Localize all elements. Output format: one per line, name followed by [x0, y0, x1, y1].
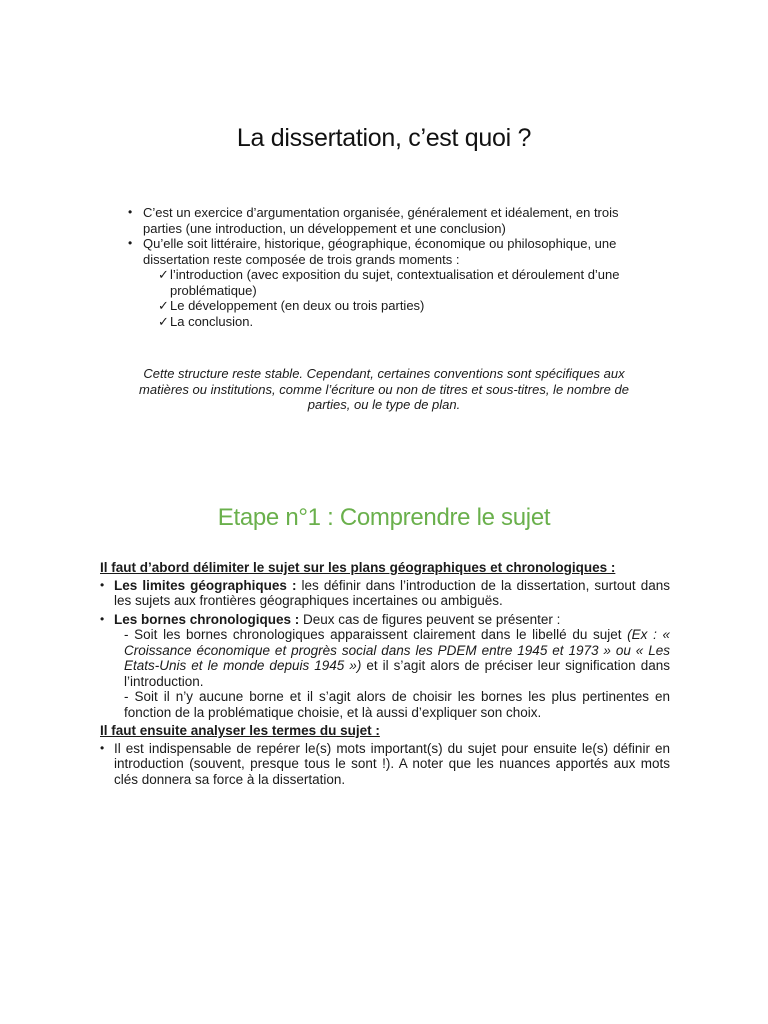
bullet-text [114, 612, 560, 628]
bullet-icon: • [100, 611, 105, 626]
bullet-text: Il est indispensable de repérer le(s) mots important(s) du sujet pour ensuite le(s) définir en introduction (souvent, presque tous le sont !). A noter que les nuances apportés aux mots clés donnera sa force à la dissertation. [114, 740, 670, 787]
check-text: Le développement (en deux ou trois parties) [170, 298, 425, 313]
sub-item [100, 627, 670, 689]
item-label: Les bornes chronologiques : [114, 611, 300, 627]
section1-list [128, 205, 628, 329]
section2-heading-1: Il faut d’abord délimiter le sujet sur les plans géographiques et chronologiques : [100, 560, 616, 575]
section1-note: Cette structure reste stable. Cependant, certaines conventions sont spécifiques aux matières ou institutions, comme l’écriture ou non de titres et sous-titres, le nombre de parties, ou le type de plan. [139, 366, 629, 412]
bullet-text [114, 578, 670, 609]
section2-body [100, 560, 670, 787]
item-label: Les limites géographiques : [114, 577, 297, 593]
section1-title: La dissertation, c’est quoi ? [236, 124, 532, 152]
list-item [128, 205, 628, 236]
item-text: Deux cas de figures peuvent se présenter : [299, 611, 561, 627]
bullet-icon: • [128, 205, 133, 219]
check-text: l’introduction (avec exposition du sujet, contextualisation et déroulement d’une problématique) [170, 267, 620, 298]
bullet-icon: • [128, 236, 133, 250]
checkmark-icon: ✓ [158, 298, 169, 313]
bullet-icon: • [100, 740, 105, 755]
item-text: les définir dans l’introduction de la dissertation, surtout dans les sujets aux frontières géographiques incertaines ou ambiguës. [114, 577, 670, 608]
check-text: La conclusion. [170, 313, 254, 329]
section2-title: Etape n°1 : Comprendre le sujet [217, 504, 551, 531]
list-item [128, 236, 628, 267]
check-item [158, 314, 628, 330]
sub-item: - Soit il n’y aucune borne et il s’agit alors de choisir les bornes les plus pertinentes en fonction de la problématique choisie, et là aussi d’expliquer son choix. [124, 689, 670, 720]
bullet-icon: • [100, 577, 105, 592]
check-item [158, 298, 628, 314]
checkmark-icon: ✓ [158, 267, 169, 282]
list-item [100, 612, 670, 628]
list-item [100, 741, 670, 788]
section2-heading-2: Il faut ensuite analyser les termes du sujet : [100, 723, 380, 738]
sub-text-end: et il s’agit alors de préciser leur signification dans l’introduction. [124, 658, 670, 689]
sub-text: - Soit les bornes chronologiques apparaissent clairement dans le libellé du sujet [124, 627, 628, 642]
list-item [100, 578, 670, 609]
bullet-text: Qu’elle soit littéraire, historique, géographique, économique ou philosophique, une dissertation reste composée de trois grands moments : [143, 236, 617, 267]
check-item [158, 267, 628, 298]
checkmark-icon: ✓ [158, 313, 169, 329]
sub-example: (Ex : « Croissance économique et progrès social dans les PDEM entre 1945 et 1973 » ou « Les Etats-Unis et le monde depuis 1945 ») [124, 627, 670, 673]
bullet-text: C’est un exercice d’argumentation organisée, généralement et idéalement, en trois parties (une introduction, un développement et une conclusion) [143, 205, 619, 236]
